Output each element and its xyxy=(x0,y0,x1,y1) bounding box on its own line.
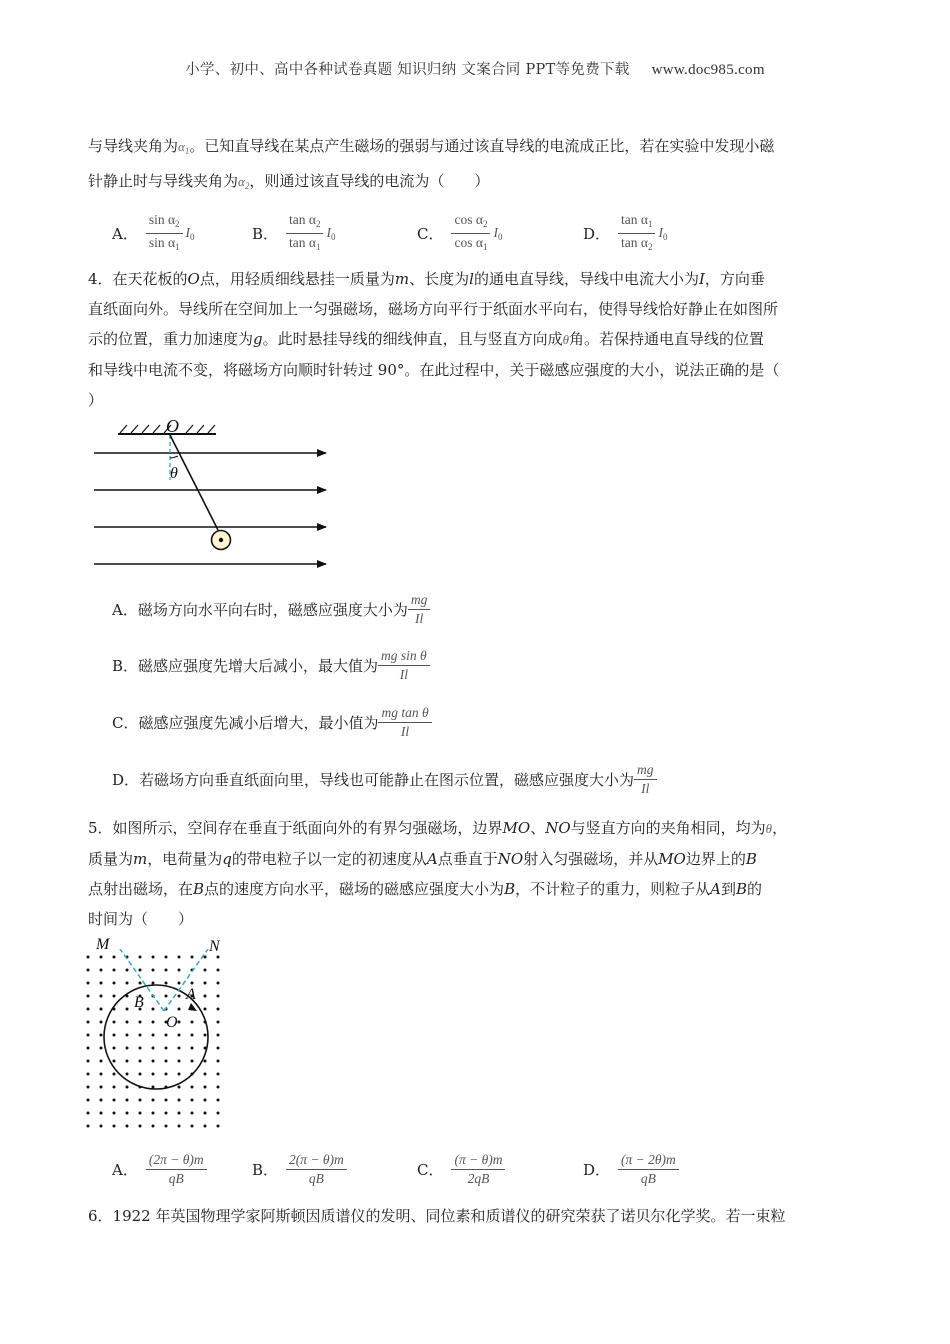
field-dot xyxy=(204,1060,207,1063)
field-dot xyxy=(217,1047,220,1050)
label-b: B xyxy=(134,994,144,1011)
field-dot xyxy=(100,956,103,959)
field-dot xyxy=(139,1034,142,1037)
field-dot xyxy=(87,1099,90,1102)
field-dot xyxy=(139,982,142,985)
q4-line-5: ） xyxy=(88,391,104,409)
field-dot xyxy=(217,1073,220,1076)
q4-option-d[interactable]: D．若磁场方向垂直纸面向里，导线也可能静止在图示位置，磁感应强度大小为 $\frac{mg}{Il}$ xyxy=(112,757,657,801)
field-dot xyxy=(204,1099,207,1102)
field-dot xyxy=(113,956,116,959)
field-dot xyxy=(165,1047,168,1050)
q5-line-2: 质量为m，电荷量为q的带电粒子以一定的初速度从A点垂直于NO射入匀强磁场，并从MO边界上的B xyxy=(88,850,757,868)
field-dot xyxy=(165,1060,168,1063)
field-dot xyxy=(178,1047,181,1050)
q5-option-a[interactable]: A． $\frac{(2\pi - \theta)m}{qB}$ xyxy=(112,1147,207,1191)
field-dot xyxy=(165,969,168,972)
theta-label: θ xyxy=(170,465,178,482)
field-dot xyxy=(165,1073,168,1076)
field-dot xyxy=(100,1125,103,1128)
field-dot xyxy=(87,1008,90,1011)
field-dot xyxy=(113,1021,116,1024)
field-dot xyxy=(152,1112,155,1115)
field-dot xyxy=(87,956,90,959)
q5-line-1: 5．如图所示，空间存在垂直于纸面向外的有界匀强磁场，边界MO、NO与竖直方向的夹角相同，均为θ， xyxy=(88,819,788,837)
field-dot xyxy=(152,1073,155,1076)
field-dot xyxy=(87,969,90,972)
field-dot xyxy=(100,1047,103,1050)
field-dot xyxy=(113,1125,116,1128)
field-dot xyxy=(152,1034,155,1037)
q6-text xyxy=(88,1201,863,1231)
field-dot xyxy=(100,1112,103,1115)
field-dot xyxy=(204,1034,207,1037)
field-dot xyxy=(126,1112,129,1115)
field-dot xyxy=(139,1112,142,1115)
field-dot xyxy=(126,1034,129,1037)
field-dot xyxy=(191,1112,194,1115)
field-dot xyxy=(139,1021,142,1024)
q5-line-4: 时间为（ ） xyxy=(88,910,194,928)
field-dot xyxy=(217,1021,220,1024)
field-dot xyxy=(178,1112,181,1115)
thread xyxy=(170,435,218,530)
field-dot xyxy=(178,956,181,959)
field-dot xyxy=(126,1125,129,1128)
label-m: M xyxy=(96,936,110,953)
field-dot xyxy=(100,982,103,985)
field-dot xyxy=(113,1099,116,1102)
field-dot xyxy=(191,1099,194,1102)
q4-line-3: 示的位置，重力加速度为g。此时悬挂导线的细线伸直，且与竖直方向成θ角。若保持通电直导线的位置 xyxy=(88,330,765,348)
field-dot xyxy=(100,1021,103,1024)
field-dot xyxy=(126,969,129,972)
field-dot xyxy=(126,982,129,985)
field-dot xyxy=(87,1060,90,1063)
field-dot xyxy=(126,1060,129,1063)
field-dot xyxy=(126,1047,129,1050)
field-dot xyxy=(126,1008,129,1011)
field-dot xyxy=(204,982,207,985)
q3-options xyxy=(112,211,852,255)
field-dot xyxy=(204,1073,207,1076)
label-a: A xyxy=(186,986,196,1003)
field-dot xyxy=(217,1125,220,1128)
q4-figure xyxy=(90,418,340,578)
q3-option-a[interactable]: A． $\frac{\sin \alpha_2}{\sin \alpha_1}$ $I_0$ xyxy=(112,211,195,252)
field-dot xyxy=(217,1086,220,1089)
field-dot xyxy=(139,1047,142,1050)
field-dot xyxy=(139,1125,142,1128)
field-dot xyxy=(152,956,155,959)
field-dot xyxy=(87,1034,90,1037)
field-dot xyxy=(87,1125,90,1128)
header-title: 小学、初中、高中各种试卷真题 知识归纳 文案合同 PPT等免费下载 xyxy=(185,62,630,78)
q5-text xyxy=(88,813,863,934)
field-dot xyxy=(217,1034,220,1037)
field-dot xyxy=(139,956,142,959)
field-dot xyxy=(152,1021,155,1024)
field-dot xyxy=(113,1112,116,1115)
q5-figure xyxy=(82,933,232,1138)
header-url[interactable]: www.doc985.com xyxy=(651,62,765,78)
field-dot xyxy=(152,969,155,972)
field-dot xyxy=(139,1099,142,1102)
field-dot xyxy=(113,1034,116,1037)
field-dot xyxy=(113,1060,116,1063)
label-n: N xyxy=(209,938,220,955)
field-dot xyxy=(191,1125,194,1128)
field-dot xyxy=(100,1073,103,1076)
field-dot xyxy=(113,982,116,985)
field-dot xyxy=(204,969,207,972)
field-dot xyxy=(217,956,220,959)
field-dot xyxy=(87,1112,90,1115)
q3-line-2: 针静止时与导线夹角为$\alpha_2$，则通过该直导线的电流为（ ） xyxy=(88,172,490,191)
field-dot xyxy=(191,956,194,959)
point-o-label: O xyxy=(166,418,179,436)
field-dot xyxy=(100,1099,103,1102)
field-dot xyxy=(204,995,207,998)
field-dot xyxy=(126,1099,129,1102)
angle-arc xyxy=(170,456,178,458)
field-dot xyxy=(100,1060,103,1063)
field-dot xyxy=(178,1073,181,1076)
field-dot xyxy=(152,982,155,985)
field-dot xyxy=(113,1047,116,1050)
q5-line-3: 点射出磁场，在B点的速度方向水平，磁场的磁感应强度大小为B，不计粒子的重力，则粒子从A到B的 xyxy=(88,880,763,898)
q3-option-d[interactable]: D． $\frac{\tan \alpha_1}{\tan \alpha_2}$ $I_0$ xyxy=(583,211,668,252)
field-dot xyxy=(217,1112,220,1115)
field-dot xyxy=(152,1125,155,1128)
field-dot xyxy=(126,1086,129,1089)
field-dot xyxy=(113,1086,116,1089)
field-dot xyxy=(87,1073,90,1076)
label-o: O xyxy=(166,1014,178,1031)
q5-options xyxy=(112,1147,852,1191)
field-dot xyxy=(191,1086,194,1089)
field-dot xyxy=(217,995,220,998)
field-dot xyxy=(178,1060,181,1063)
field-dot xyxy=(100,1086,103,1089)
field-dot xyxy=(178,1086,181,1089)
field-dot xyxy=(165,1125,168,1128)
field-dot xyxy=(87,995,90,998)
field-dot xyxy=(113,969,116,972)
q4-line-4: 和导线中电流不变，将磁场方向顺时针转过 90°。在此过程中，关于磁感应强度的大小，说法正确的是（ xyxy=(88,361,780,379)
field-dot xyxy=(165,1112,168,1115)
field-dot xyxy=(152,1008,155,1011)
field-dot xyxy=(191,1034,194,1037)
field-dot xyxy=(139,969,142,972)
q5-option-c[interactable]: C． $\frac{(\pi - \theta)m}{2qB}$ xyxy=(417,1147,505,1191)
field-dot xyxy=(87,1021,90,1024)
q4-text xyxy=(88,264,863,415)
field-dot xyxy=(178,982,181,985)
field-dot xyxy=(87,1047,90,1050)
q4-option-c[interactable]: C．磁感应强度先减小后增大，最小值为 $\frac{\text{mg tan θ}}{Il}$ xyxy=(112,700,432,744)
field-dot xyxy=(217,1008,220,1011)
q3-text xyxy=(88,131,863,201)
field-dot xyxy=(217,969,220,972)
field-dot xyxy=(100,1034,103,1037)
field-dot xyxy=(139,1060,142,1063)
field-dot xyxy=(152,1060,155,1063)
q4-option-a[interactable]: A．磁场方向水平向右时，磁感应强度大小为 $\frac{mg}{Il}$ xyxy=(112,587,430,631)
field-dot xyxy=(139,1073,142,1076)
field-dot xyxy=(204,1086,207,1089)
field-dot xyxy=(152,1099,155,1102)
field-dot xyxy=(191,1060,194,1063)
field-dot xyxy=(191,982,194,985)
field-dot xyxy=(165,1034,168,1037)
field-dot xyxy=(126,1073,129,1076)
q3-option-c[interactable]: C． $\frac{\cos \alpha_2}{\cos \alpha_1}$ $I_0$ xyxy=(417,211,503,252)
q5-option-d[interactable]: D． $\frac{(\pi - 2\theta)m}{qB}$ xyxy=(583,1147,679,1191)
field-dot xyxy=(126,1021,129,1024)
field-dot xyxy=(178,1008,181,1011)
field-dot xyxy=(204,1125,207,1128)
field-dot xyxy=(100,1008,103,1011)
field-dot xyxy=(113,995,116,998)
q5-option-b[interactable]: B． $\frac{2(\pi - \theta)m}{qB}$ xyxy=(252,1147,347,1191)
field-dot xyxy=(217,1099,220,1102)
field-dot xyxy=(165,956,168,959)
field-dot xyxy=(178,1099,181,1102)
field-dot xyxy=(100,995,103,998)
field-dot xyxy=(178,995,181,998)
field-dot xyxy=(191,1021,194,1024)
q4-line-2: 直纸面向外。导线所在空间加上一匀强磁场，磁场方向平行于纸面水平向右，使得导线恰好静止在如图所 xyxy=(88,300,779,318)
magnetic-field-dot-grid xyxy=(87,956,220,1128)
q3-option-b[interactable]: B． $\frac{\tan \alpha_2}{\tan \alpha_1}$ $I_0$ xyxy=(252,211,336,252)
field-dot xyxy=(204,1008,207,1011)
field-dot xyxy=(204,1112,207,1115)
field-dot xyxy=(165,995,168,998)
field-dot xyxy=(217,1060,220,1063)
field-dot xyxy=(191,1047,194,1050)
field-dot xyxy=(178,1021,181,1024)
field-dot xyxy=(178,1125,181,1128)
page-header xyxy=(0,58,950,79)
field-dot xyxy=(165,1099,168,1102)
field-dot xyxy=(217,982,220,985)
q6-line-1: 6．1922 年英国物理学家阿斯顿因质谱仪的发明、同位素和质谱仪的研究荣获了诺贝尔化学奖。若一束粒 xyxy=(88,1207,786,1225)
q4-line-1: 4．在天花板的O点，用轻质细线悬挂一质量为m、长度为l的通电直导线，导线中电流大小为I，方向垂 xyxy=(88,270,765,288)
field-dot xyxy=(165,982,168,985)
field-dot xyxy=(178,1034,181,1037)
q4-option-b[interactable]: B．磁感应强度先增大后减小，最大值为 $\frac{\text{mg sin θ}}{Il}$ xyxy=(112,643,430,687)
field-dot xyxy=(87,982,90,985)
field-dot xyxy=(152,1047,155,1050)
field-dot xyxy=(100,969,103,972)
field-dot xyxy=(87,1086,90,1089)
q3-line-1: 与导线夹角为$\alpha_1$。已知直导线在某点产生磁场的强弱与通过该直导线的电流成正比，若在实验中发现小磁 xyxy=(88,137,775,156)
field-dot xyxy=(113,1073,116,1076)
field-dot xyxy=(178,969,181,972)
